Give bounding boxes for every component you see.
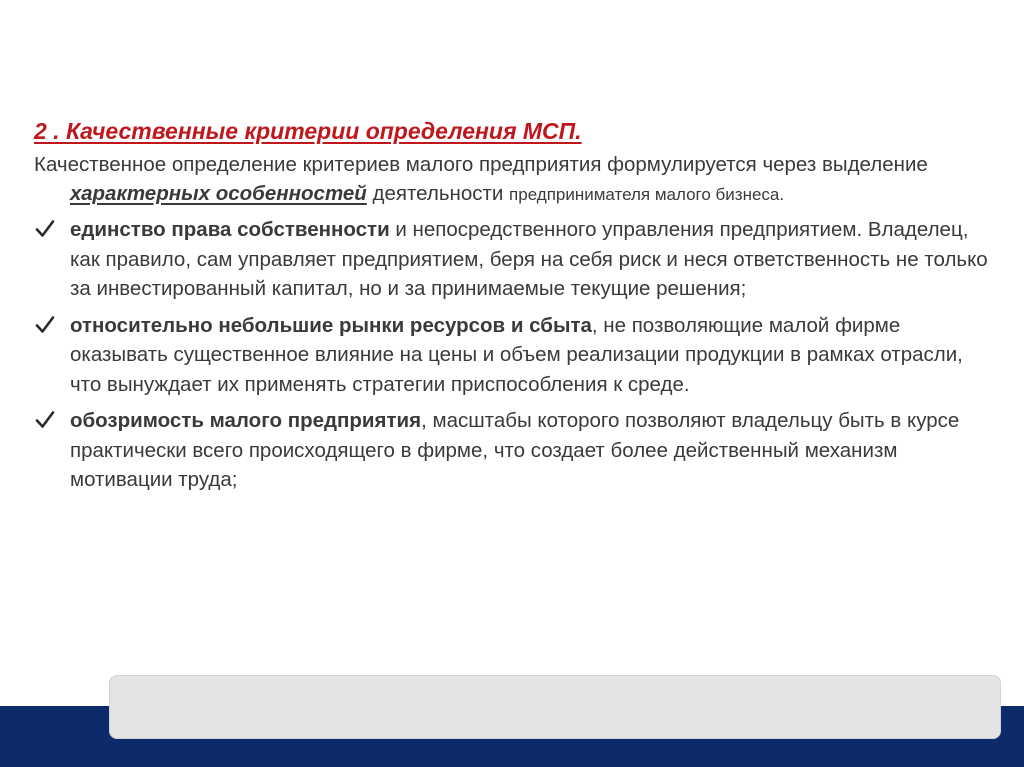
list-item-bold: относительно небольшие рынки ресурсов и сбыта <box>70 313 592 337</box>
checkmark-icon <box>34 218 56 240</box>
intro-text-small: предпринимателя малого бизнеса. <box>509 185 785 204</box>
list-item <box>34 406 996 495</box>
footer-panel <box>109 675 1001 739</box>
list-item-bold: обозримость малого предприятия <box>70 409 422 432</box>
list-item <box>34 215 996 304</box>
intro-paragraph <box>34 150 996 209</box>
checkmark-icon <box>34 409 56 431</box>
list-item-text: и непосредственного управления предприятием. Владелец, как правило, сам управляет предприятием, беря на себя риск и неся ответственность не только за инвестированный капитал, но и за принимаемые текущие решения; <box>70 218 988 300</box>
list-item-text: , масштабы которого позволяют владельцу быть в курсе практически всего происходящего в фирме, что создает более действенный механизм мотивации труда; <box>70 409 960 491</box>
list-item <box>34 311 996 400</box>
intro-text-start: Качественное определение критериев малого предприятия формулируется через выделение <box>34 153 928 176</box>
list-item-text: , не позволяющие малой фирме оказывать существенное влияние на цены и объем реализации продукции в рамках отрасли, что вынуждает их применять стратегии приспособления к среде. <box>70 313 963 396</box>
slide-content <box>34 116 996 502</box>
criteria-list <box>34 215 996 495</box>
list-item-bold: единство права собственности <box>70 218 390 241</box>
intro-emphasis: характерных особенностей <box>70 182 367 205</box>
checkmark-icon <box>34 314 56 336</box>
intro-text-middle: деятельности <box>366 182 510 205</box>
slide-title: 2 . Качественные критерии определения МСП. <box>34 118 582 144</box>
